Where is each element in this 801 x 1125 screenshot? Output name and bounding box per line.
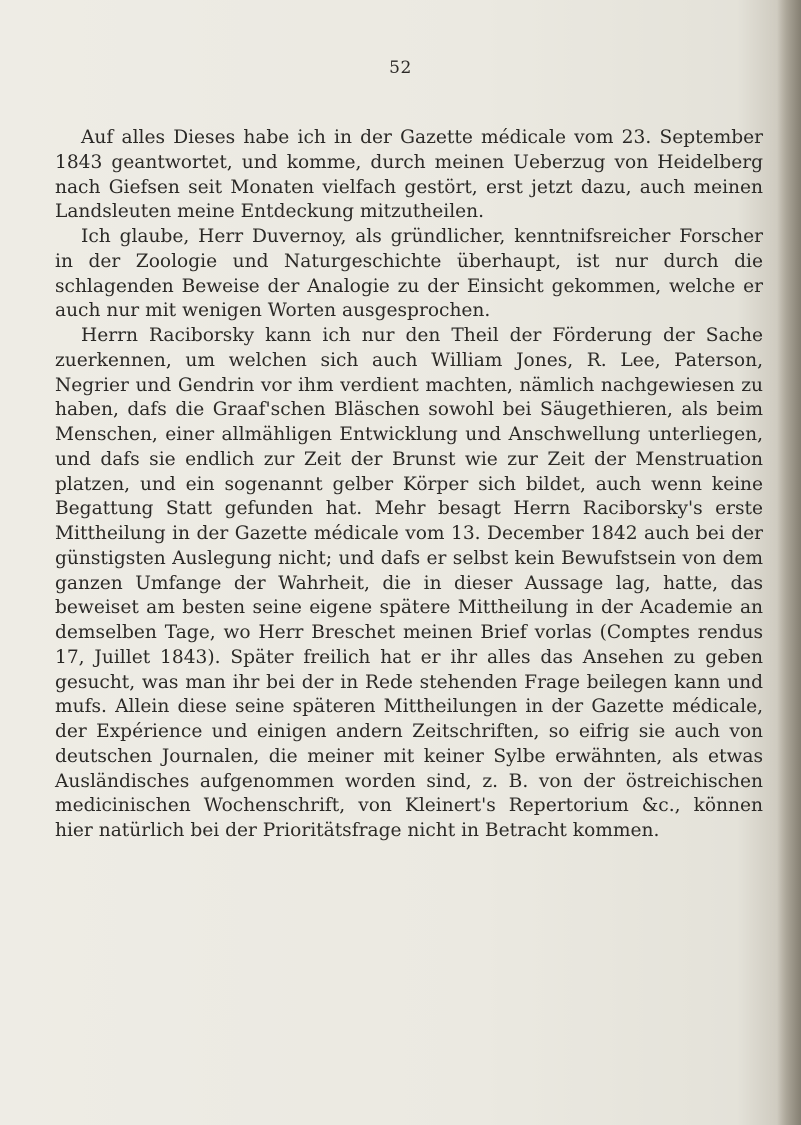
paragraph-1: Auf alles Dieses habe ich in der Gazette médicale vom 23. September 1843 geantwortet, und komme, durch meinen Ueberzug von Heidelberg nach Giefsen seit Monaten vielfach gestört, erst jetzt dazu, auch meinen Landsleuten meine Entdeckung mitzutheilen. [55,127,763,223]
page-gutter-edge [777,0,801,1125]
paragraph-2: Ich glaube, Herr Duvernoy, als gründlicher, kenntnifsreicher Forscher in der Zoologie und Naturgeschichte überhaupt, ist nur durch die schlagenden Beweise der Analogie zu der Einsicht gekommen, welche er auch nur mit wenigen Worten ausgesprochen. [55,226,763,322]
body-text [55,126,763,844]
page-number: 52 [389,58,412,78]
paragraph-3: Herrn Raciborsky kann ich nur den Theil der Förderung der Sache zuerkennen, um welchen sich auch William Jones, R. Lee, Paterson, Negrier und Gendrin vor ihm verdient machten, nämlich nachgewiesen zu haben, dafs die Graaf'schen Bläschen sowohl bei Säugethieren, als beim Menschen, einer allmähligen Entwicklung und Anschwellung unterliegen, und dafs sie endlich zur Zeit der Brunst wie zur Zeit der Menstruation platzen, und ein sogenannt gelber Körper sich bildet, auch wenn keine Begattung Statt gefunden hat. Mehr besagt Herrn Raciborsky's erste Mittheilung in der Gazette médicale vom 13. December 1842 auch bei der günstigsten Auslegung nicht; und dafs er selbst kein Bewufstsein von dem ganzen Umfange der Wahrheit, die in dieser Aussage lag, hatte, das beweiset am besten seine eigene spätere Mittheilung in der Academie an demselben Tage, wo Herr Breschet meinen Brief vorlas (Comptes rendus 17, Juillet 1843). Später freilich hat er ihr alles das Ansehen zu geben gesucht, was man ihr bei der in Rede stehenden Frage beilegen kann und mufs. Allein diese seine späteren Mittheilungen in der Gazette médicale, der Expérience und einigen andern Zeitschriften, so eifrig sie auch von deutschen Journalen, die meiner mit keiner Sylbe erwähnten, als etwas Ausländisches aufgenommen worden sind, z. B. von der östreichischen medicinischen Wochenschrift, von Kleinert's Repertorium &c., können hier natürlich bei der Prioritätsfrage nicht in Betracht kommen. [55,325,763,841]
